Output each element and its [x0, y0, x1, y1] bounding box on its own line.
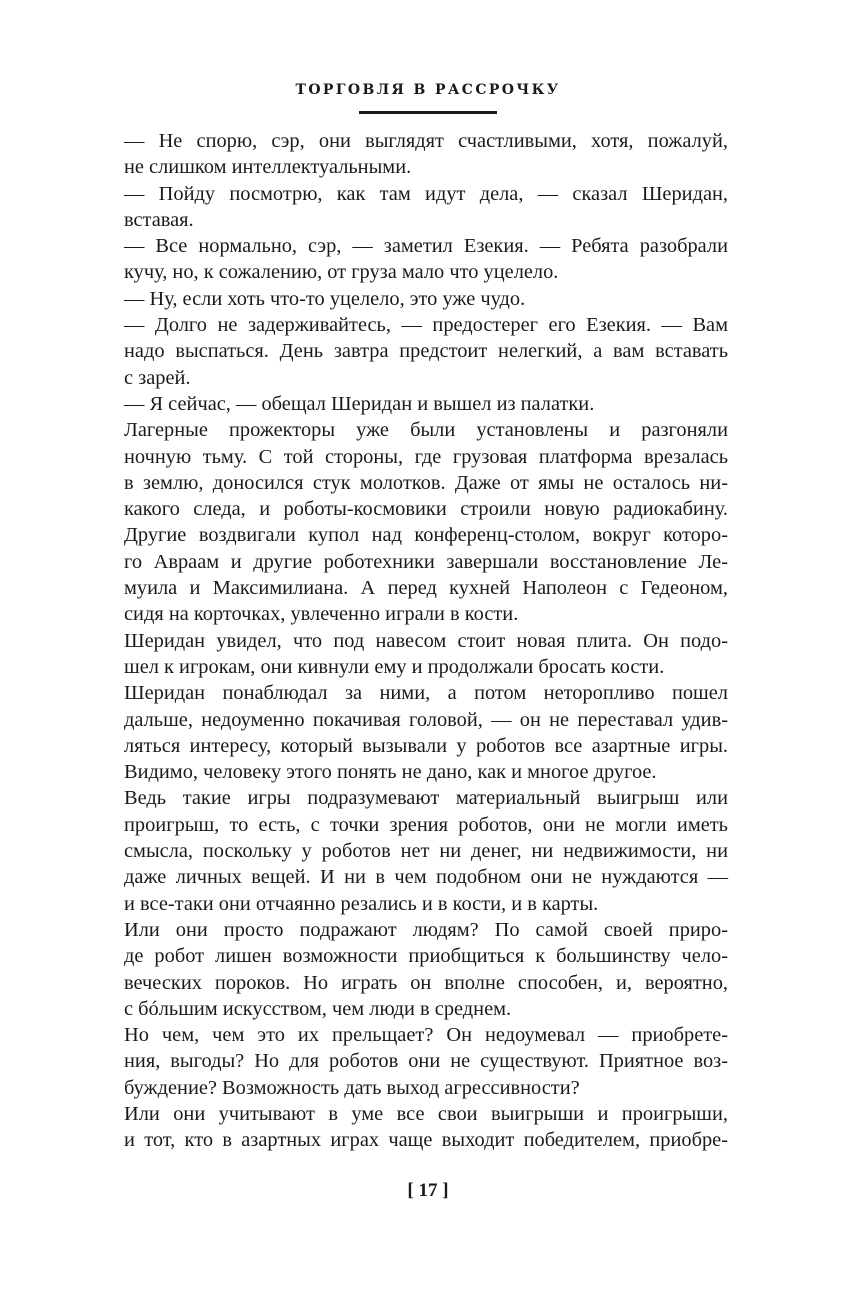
text-line: Ведь такие игры подразумевают материальный выигрыш или [124, 787, 728, 810]
text-line: Видимо, человеку этого понять не дано, как и многое другое. [124, 761, 657, 784]
text-line: ночную тьму. С той стороны, где грузовая платформа врезалась [124, 445, 728, 468]
text-line: какого следа, и роботы-космовики строили новую радиокабину. [124, 498, 728, 521]
page-number: [ 17 ] [407, 1180, 449, 1201]
text-line: де робот лишен возможности приобщиться к большинству чело- [124, 945, 728, 968]
text-line: буждение? Возможность дать выход агрессивности? [124, 1076, 580, 1099]
text-line: Или они учитывают в уме все свои выигрыши и проигрыши, [124, 1102, 728, 1125]
text-line: и все-таки они отчаянно резались и в кости, и в карты. [124, 892, 599, 915]
paragraph [124, 181, 728, 234]
paragraph [124, 417, 728, 627]
text-line: проигрыш, то есть, с точки зрения роботов, они не могли иметь [124, 813, 728, 836]
text-line: Лагерные прожекторы уже были установлены и разгоняли [124, 419, 728, 442]
text-line: ляться интересу, который вызывали у роботов все азартные игры. [124, 734, 728, 757]
text-line: в землю, доносился стук молотков. Даже от ямы не осталось ни- [124, 471, 728, 494]
text-line: смысла, поскольку у роботов нет ни денег, ни недвижимости, ни [124, 840, 728, 863]
text-line: ния, выгоды? Но для роботов они не существуют. Приятное воз- [124, 1050, 728, 1073]
paragraph [124, 680, 728, 785]
text-line: дальше, недоуменно покачивая головой, — он не переставал удив- [124, 708, 728, 731]
text-line: вставая. [124, 208, 194, 231]
text-line: даже личных вещей. И ни в чем подобном они не нуждаются — [124, 866, 728, 889]
paragraph [124, 1022, 728, 1101]
text-line: Шеридан понаблюдал за ними, а потом неторопливо пошел [124, 682, 728, 705]
text-line: и тот, кто в азартных играх чаще выходит победителем, приобре- [124, 1129, 728, 1152]
body-text [124, 128, 728, 1154]
text-line: — Пойду посмотрю, как там идут дела, — сказал Шеридан, [124, 182, 728, 205]
text-line: муила и Максимилиана. А перед кухней Наполеон с Гедеоном, [124, 577, 728, 600]
text-line: — Все нормально, сэр, — заметил Езекия. — Ребята разобрали [124, 235, 728, 258]
paragraph [124, 1101, 728, 1154]
text-line: Шеридан увидел, что под навесом стоит новая плита. Он подо- [124, 629, 728, 652]
text-line: не слишком интеллектуальными. [124, 156, 412, 179]
text-line: го Авраам и другие роботехники завершали восстановление Ле- [124, 550, 728, 573]
paragraph [124, 233, 728, 286]
text-line: Или они просто подражают людям? По самой своей приро- [124, 918, 728, 941]
text-line: веческих пороков. Но играть он вполне способен, и, вероятно, [124, 971, 728, 994]
paragraph [124, 128, 728, 181]
text-line: с бóльшим искусством, чем люди в среднем. [124, 997, 512, 1020]
paragraph [124, 785, 728, 916]
paragraph [124, 917, 728, 1022]
text-line: шел к игрокам, они кивнули ему и продолжали бросать кости. [124, 655, 665, 678]
text-line: — Ну, если хоть что-то уцелело, это уже чудо. [124, 287, 526, 310]
text-line: — Не спорю, сэр, они выглядят счастливыми, хотя, пожалуй, [124, 130, 728, 152]
text-line: сидя на корточках, увлеченно играли в кости. [124, 603, 519, 626]
text-line: — Долго не задерживайтесь, — предостерег его Езекия. — Вам [124, 314, 728, 337]
text-line: Другие воздвигали купол над конференц-столом, вокруг которо- [124, 524, 728, 547]
paragraph [124, 312, 728, 391]
header-rule [359, 111, 497, 114]
text-line: Но чем, чем это их прельщает? Он недоумевал — приобретe- [124, 1024, 728, 1047]
text-line: кучу, но, к сожалению, от груза мало что уцелело. [124, 261, 559, 284]
text-line: с зарей. [124, 366, 191, 389]
paragraph [124, 391, 728, 417]
paragraph [124, 628, 728, 681]
text-line: — Я сейчас, — обещал Шеридан и вышел из палатки. [124, 392, 595, 415]
text-line: надо выспаться. День завтра предстоит нелегкий, а вам вставать [124, 340, 728, 363]
paragraph [124, 286, 728, 312]
running-title: ТОРГОВЛЯ В РАССРОЧКУ [295, 82, 561, 98]
